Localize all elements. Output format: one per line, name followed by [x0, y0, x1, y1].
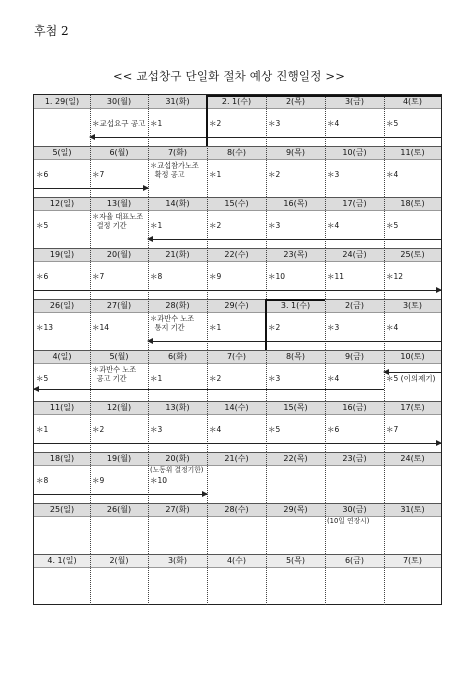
day-entry: ＊10	[150, 476, 168, 485]
header-divider	[34, 312, 441, 313]
day-header: 3(토)	[384, 299, 441, 312]
day-header: 22(목)	[266, 452, 325, 465]
column-divider	[90, 248, 91, 299]
header-divider	[34, 414, 441, 415]
day-header: 28(화)	[148, 299, 207, 312]
period-arrow	[148, 341, 441, 342]
day-header: 5(월)	[90, 350, 148, 363]
day-entry: ＊6	[36, 170, 49, 179]
period-arrow	[34, 389, 384, 390]
day-entry: ＊2	[209, 221, 222, 230]
day-header: 2(금)	[325, 299, 384, 312]
day-header: 31(화)	[148, 95, 207, 108]
day-entry: ＊3	[327, 323, 340, 332]
column-divider	[266, 503, 267, 554]
day-header: 4(수)	[207, 554, 266, 567]
day-entry: ＊1	[209, 170, 222, 179]
day-entry: ＊4	[386, 170, 399, 179]
day-entry: ＊11	[327, 272, 345, 281]
column-divider	[325, 299, 326, 350]
day-entry: ＊자율 대표노조 결정 기간	[92, 212, 144, 230]
day-entry: ＊4	[327, 119, 340, 128]
day-entry: ＊1	[150, 119, 163, 128]
week-divider	[34, 452, 441, 453]
day-header: 7(토)	[384, 554, 441, 567]
day-entry: ＊10	[268, 272, 286, 281]
week-row	[34, 248, 441, 299]
column-divider	[266, 146, 267, 197]
day-header: 25(토)	[384, 248, 441, 261]
day-header: 5(일)	[34, 146, 90, 159]
day-entry: ＊4	[327, 374, 340, 383]
header-divider	[34, 363, 441, 364]
day-entry: ＊3	[150, 425, 163, 434]
day-entry: ＊5	[268, 425, 281, 434]
column-divider	[207, 503, 208, 554]
day-entry: ＊3	[327, 170, 340, 179]
day-header: 26(월)	[90, 503, 148, 516]
day-header: 4(토)	[384, 95, 441, 108]
column-divider	[384, 554, 385, 605]
day-header: 13(월)	[90, 197, 148, 210]
week-row	[34, 350, 441, 401]
day-entry: ＊5	[386, 119, 399, 128]
day-entry: ＊2	[209, 374, 222, 383]
day-header: 12(일)	[34, 197, 90, 210]
period-arrow	[34, 443, 441, 444]
column-divider	[266, 197, 267, 248]
column-divider	[148, 95, 149, 146]
day-entry: ＊4	[386, 323, 399, 332]
day-header: 29(목)	[266, 503, 325, 516]
day-header: 15(목)	[266, 401, 325, 414]
day-entry: ＊1	[150, 221, 163, 230]
column-divider	[207, 554, 208, 605]
column-divider	[384, 248, 385, 299]
period-boundary	[266, 299, 325, 301]
day-header: 2. 1(수)	[207, 95, 266, 108]
day-header: 14(화)	[148, 197, 207, 210]
week-divider	[34, 350, 441, 351]
day-header: 20(월)	[90, 248, 148, 261]
day-header: 7(수)	[207, 350, 266, 363]
column-divider	[207, 146, 208, 197]
column-divider	[325, 95, 326, 146]
column-divider	[384, 95, 385, 146]
day-entry: ＊5 (이의제기)	[386, 374, 436, 383]
day-header: 15(수)	[207, 197, 266, 210]
day-entry: ＊14	[92, 323, 110, 332]
column-divider	[148, 452, 149, 503]
day-header: 27(월)	[90, 299, 148, 312]
week-divider	[34, 401, 441, 402]
period-boundary	[206, 95, 208, 146]
week-row	[34, 401, 441, 452]
column-divider	[90, 503, 91, 554]
day-entry: ＊1	[209, 323, 222, 332]
week-row	[34, 299, 441, 350]
column-divider	[90, 299, 91, 350]
column-divider	[266, 401, 267, 452]
column-divider	[90, 146, 91, 197]
column-divider	[384, 503, 385, 554]
column-divider	[266, 95, 267, 146]
header-divider	[34, 261, 441, 262]
period-arrow	[34, 188, 148, 189]
header-divider	[34, 465, 441, 466]
schedule-note: (노동위 결정기한)	[150, 466, 204, 474]
column-divider	[207, 401, 208, 452]
day-entry: ＊13	[36, 323, 54, 332]
day-header: 3(화)	[148, 554, 207, 567]
day-header: 12(월)	[90, 401, 148, 414]
period-arrow	[34, 494, 207, 495]
day-entry: ＊3	[268, 374, 281, 383]
day-header: 6(금)	[325, 554, 384, 567]
column-divider	[90, 452, 91, 503]
week-divider	[34, 197, 441, 198]
column-divider	[90, 197, 91, 248]
day-header: 2(목)	[266, 95, 325, 108]
day-header: 17(토)	[384, 401, 441, 414]
column-divider	[325, 248, 326, 299]
day-entry: ＊9	[209, 272, 222, 281]
day-header: 18(일)	[34, 452, 90, 465]
period-arrow	[90, 137, 441, 138]
week-divider	[34, 146, 441, 147]
page-title: << 교섭창구 단일화 절차 예상 진행일정 >>	[112, 69, 346, 83]
column-divider	[384, 401, 385, 452]
day-header: 11(일)	[34, 401, 90, 414]
week-row	[34, 146, 441, 197]
day-entry: ＊과반수 노조 통지 기간	[150, 314, 195, 332]
day-header: 26(일)	[34, 299, 90, 312]
day-entry: ＊3	[268, 119, 281, 128]
column-divider	[384, 350, 385, 401]
column-divider	[325, 350, 326, 401]
day-header: 16(목)	[266, 197, 325, 210]
column-divider	[384, 146, 385, 197]
day-entry: ＊5	[36, 374, 49, 383]
day-entry: ＊6	[36, 272, 49, 281]
week-row	[34, 554, 441, 605]
day-entry: ＊1	[150, 374, 163, 383]
day-header: 19(월)	[90, 452, 148, 465]
column-divider	[207, 197, 208, 248]
column-divider	[266, 350, 267, 401]
day-header: 24(토)	[384, 452, 441, 465]
column-divider	[325, 554, 326, 605]
day-header: 25(일)	[34, 503, 90, 516]
column-divider	[207, 248, 208, 299]
column-divider	[325, 401, 326, 452]
week-divider	[34, 554, 441, 555]
day-entry: ＊2	[92, 425, 105, 434]
week-row	[34, 503, 441, 554]
day-entry: ＊9	[92, 476, 105, 485]
day-header: 8(목)	[266, 350, 325, 363]
day-header: 6(화)	[148, 350, 207, 363]
column-divider	[148, 503, 149, 554]
day-entry: ＊5	[386, 221, 399, 230]
week-row	[34, 95, 441, 146]
column-divider	[325, 146, 326, 197]
day-header: 31(토)	[384, 503, 441, 516]
column-divider	[325, 197, 326, 248]
day-header: 19(일)	[34, 248, 90, 261]
column-divider	[325, 452, 326, 503]
day-header: 17(금)	[325, 197, 384, 210]
day-header: 2(월)	[90, 554, 148, 567]
header-divider	[34, 108, 441, 109]
day-entry: ＊3	[268, 221, 281, 230]
day-entry: ＊12	[386, 272, 404, 281]
day-header: 3. 1(수)	[266, 299, 325, 312]
week-divider	[34, 248, 441, 249]
column-divider	[148, 350, 149, 401]
period-arrow	[384, 372, 441, 373]
day-entry: ＊2	[268, 170, 281, 179]
period-arrow	[34, 290, 441, 291]
day-entry: ＊7	[92, 272, 105, 281]
day-header: 16(금)	[325, 401, 384, 414]
day-entry: ＊6	[327, 425, 340, 434]
day-header: 23(금)	[325, 452, 384, 465]
day-header: 5(목)	[266, 554, 325, 567]
day-header: 10(토)	[384, 350, 441, 363]
day-header: 8(수)	[207, 146, 266, 159]
day-entry: ＊8	[150, 272, 163, 281]
week-divider	[34, 299, 441, 300]
header-divider	[34, 516, 441, 517]
column-divider	[90, 554, 91, 605]
column-divider	[384, 299, 385, 350]
day-header: 30(월)	[90, 95, 148, 108]
day-header: 6(월)	[90, 146, 148, 159]
day-header: 24(금)	[325, 248, 384, 261]
day-entry: ＊7	[386, 425, 399, 434]
day-entry: ＊4	[327, 221, 340, 230]
period-boundary	[207, 95, 441, 97]
day-header: 11(토)	[384, 146, 441, 159]
header-divider	[34, 567, 441, 568]
day-entry: ＊5	[36, 221, 49, 230]
period-arrow	[148, 239, 441, 240]
column-divider	[384, 197, 385, 248]
day-header: 21(화)	[148, 248, 207, 261]
column-divider	[325, 503, 326, 554]
day-header: 13(화)	[148, 401, 207, 414]
column-divider	[207, 299, 208, 350]
column-divider	[148, 401, 149, 452]
day-entry: ＊교섭요구 공고	[92, 119, 146, 128]
day-entry: ＊2	[268, 323, 281, 332]
column-divider	[384, 452, 385, 503]
day-header: 27(화)	[148, 503, 207, 516]
column-divider	[148, 554, 149, 605]
column-divider	[148, 248, 149, 299]
day-header: 9(목)	[266, 146, 325, 159]
day-header: 23(목)	[266, 248, 325, 261]
day-entry: ＊7	[92, 170, 105, 179]
column-divider	[207, 350, 208, 401]
day-header: 7(화)	[148, 146, 207, 159]
day-entry: ＊교섭참가노조 확정 공고	[150, 161, 199, 179]
day-header: 10(금)	[325, 146, 384, 159]
day-header: 28(수)	[207, 503, 266, 516]
period-boundary	[265, 299, 267, 350]
day-header: 20(화)	[148, 452, 207, 465]
column-divider	[266, 452, 267, 503]
day-header: 18(토)	[384, 197, 441, 210]
schedule-note: (10일 연장시)	[327, 517, 370, 525]
attachment-label: 후첨 2	[34, 24, 69, 38]
week-row	[34, 452, 441, 503]
day-header: 30(금)	[325, 503, 384, 516]
week-divider	[34, 503, 441, 504]
day-entry: ＊과반수 노조 공고 기간	[92, 365, 137, 383]
day-header: 3(금)	[325, 95, 384, 108]
day-header: 4(일)	[34, 350, 90, 363]
week-row	[34, 197, 441, 248]
day-header: 29(수)	[207, 299, 266, 312]
column-divider	[266, 248, 267, 299]
day-entry: ＊2	[209, 119, 222, 128]
day-header: 9(금)	[325, 350, 384, 363]
day-header: 14(수)	[207, 401, 266, 414]
column-divider	[266, 554, 267, 605]
day-header: 21(수)	[207, 452, 266, 465]
column-divider	[90, 401, 91, 452]
schedule-calendar	[33, 94, 442, 605]
header-divider	[34, 210, 441, 211]
day-header: 22(수)	[207, 248, 266, 261]
day-header: 1. 29(일)	[34, 95, 90, 108]
day-entry: ＊8	[36, 476, 49, 485]
header-divider	[34, 159, 441, 160]
day-entry: ＊4	[209, 425, 222, 434]
day-header: 4. 1(일)	[34, 554, 90, 567]
day-entry: ＊1	[36, 425, 49, 434]
column-divider	[90, 350, 91, 401]
